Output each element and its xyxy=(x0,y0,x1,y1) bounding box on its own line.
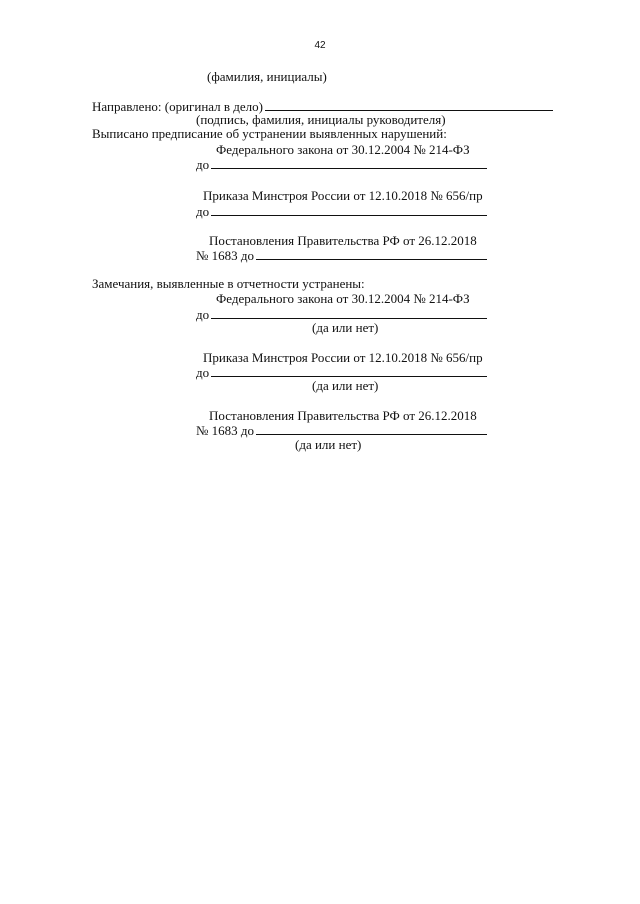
remarks-item-order-656: Приказа Минстроя России от 12.10.2018 № 656/пр xyxy=(203,350,483,365)
deadline-prefix: до xyxy=(196,365,210,380)
sent-caption: (подпись, фамилия, инициалы руководителя) xyxy=(196,112,446,127)
page-number: 42 xyxy=(314,40,326,51)
remarks-item-law-214-caption: (да или нет) xyxy=(312,320,379,335)
remarks-item-decree-1683-caption: (да или нет) xyxy=(295,437,362,452)
deadline-blank xyxy=(211,364,487,377)
deadline-prefix: до xyxy=(196,204,210,219)
remarks-item-decree-1683: Постановления Правительства РФ от 26.12.2018 xyxy=(209,408,477,423)
prescription-item-order-656-deadline xyxy=(196,203,487,219)
deadline-blank xyxy=(256,247,487,260)
deadline-prefix: до xyxy=(196,157,210,172)
prescription-item-decree-1683-deadline xyxy=(196,247,487,263)
prescription-item-law-214-deadline xyxy=(196,156,487,172)
prescription-item-decree-1683: Постановления Правительства РФ от 26.12.2018 xyxy=(209,233,477,248)
sent-label: Направлено: (оригинал в дело) xyxy=(92,99,263,114)
prescription-item-law-214: Федерального закона от 30.12.2004 № 214-ФЗ xyxy=(216,142,470,157)
prescription-heading: Выписано предписание об устранении выявленных нарушений: xyxy=(92,126,447,141)
deadline-prefix: № 1683 до xyxy=(196,423,255,438)
deadline-blank xyxy=(256,422,487,435)
remarks-heading: Замечания, выявленные в отчетности устранены: xyxy=(92,276,365,291)
remarks-item-order-656-caption: (да или нет) xyxy=(312,378,379,393)
remarks-item-decree-1683-deadline xyxy=(196,422,487,438)
deadline-prefix: № 1683 до xyxy=(196,248,255,263)
deadline-blank xyxy=(211,306,487,319)
deadline-blank xyxy=(211,203,487,216)
name-caption: (фамилия, инициалы) xyxy=(207,69,327,84)
remarks-item-law-214: Федерального закона от 30.12.2004 № 214-ФЗ xyxy=(216,291,470,306)
deadline-prefix: до xyxy=(196,307,210,322)
sent-signature-blank xyxy=(265,98,553,111)
prescription-item-order-656: Приказа Минстроя России от 12.10.2018 № 656/пр xyxy=(203,188,483,203)
deadline-blank xyxy=(211,156,487,169)
